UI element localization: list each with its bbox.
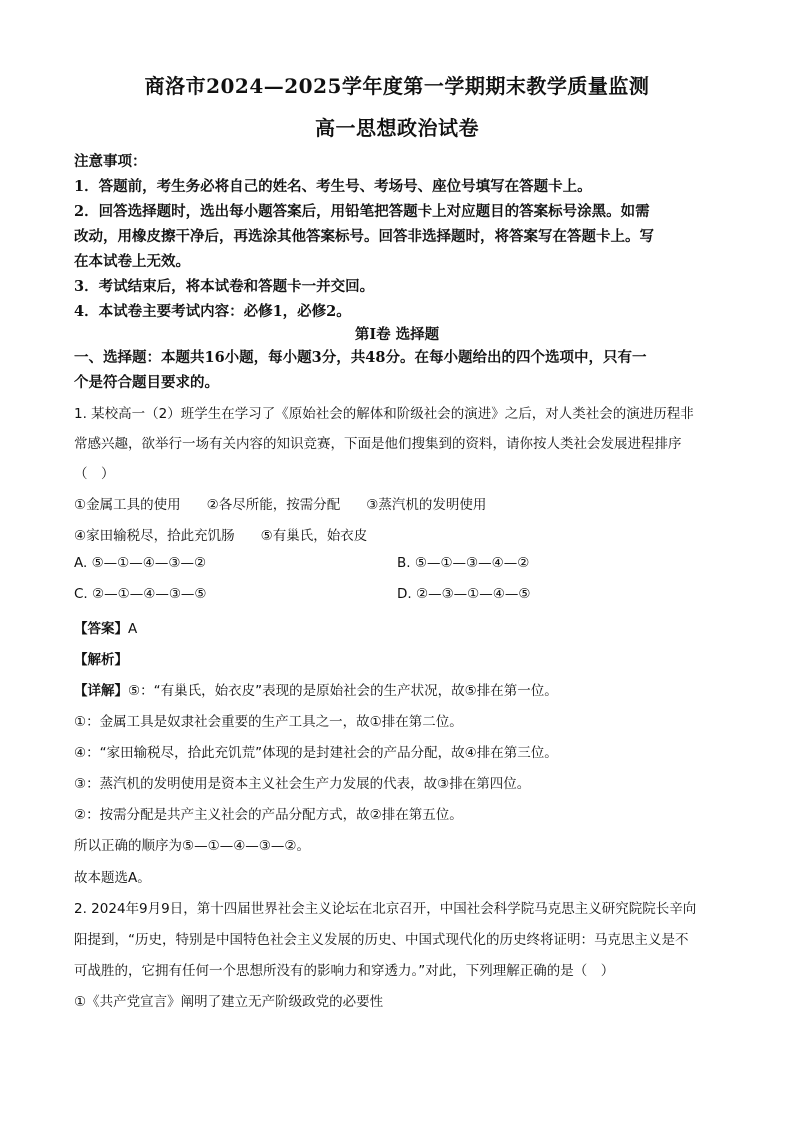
detail-line: ③：蒸汽机的发明使用是资本主义社会生产力发展的代表，故③排在第四位。 [74,776,531,792]
option-c: C. ②—①—④—③—⑤ [74,586,207,602]
note-line: 1．答题前，考生务必将自己的姓名、考生号、考场号、座位号填写在答题卡上。 [74,178,592,195]
note-line: 改动，用橡皮擦干净后，再选涂其他答案标号。回答非选择题时，将答案写在答题卡上。写 [74,228,654,245]
detail-line [74,679,558,699]
question-1-stem: 常感兴趣，欲举行一场有关内容的知识竞赛，下面是他们搜集到的资料，请你按人类社会发展进程排序 [74,436,682,452]
question-1-items-row [74,524,367,544]
detail-line: ②：按需分配是共产主义社会的产品分配方式，故②排在第五位。 [74,807,463,823]
exam-title: 商洛市2024—2025学年度第一学期期末教学质量监测 [144,74,650,98]
note-line: 4．本试卷主要考试内容：必修1，必修2。 [74,303,351,320]
detail-line: 故本题选A。 [74,870,151,886]
analysis-tag: 【解析】 [74,652,128,668]
option-d: D. ②—③—①—④—⑤ [397,586,531,602]
option-b: B. ⑤—①—③—④—② [397,555,530,571]
detail-line: 所以正确的顺序为⑤—①—④—③—②。 [74,838,311,854]
question-1-item: ②各尽所能，按需分配 [206,497,341,513]
question-2-item: ①《共产党宣言》阐明了建立无产阶级政党的必要性 [74,994,384,1010]
question-1-item: ⑤有巢氏，始衣皮 [260,528,368,544]
detail-line: ④：“家田输税尽，拾此充饥荒”体现的是封建社会的产品分配，故④排在第三位。 [74,745,558,761]
question-1-item: ③蒸汽机的发明使用 [366,497,487,513]
detail-line: ①：金属工具是奴隶社会重要的生产工具之一，故①排在第二位。 [74,714,463,730]
question-1-blank: （ ） [74,466,115,482]
question-1-item: ④家田输税尽，拾此充饥肠 [74,528,235,544]
option-a: A. ⑤—①—④—③—② [74,555,207,571]
note-line: 3．考试结束后，将本试卷和答题卡一并交回。 [74,278,375,295]
question-2-stem: 可战胜的，它拥有任何一个思想所没有的影响力和穿透力。”对此，下列理解正确的是（ ） [74,963,615,979]
question-1-item: ①金属工具的使用 [74,497,181,513]
section-instruction: 一、选择题：本题共16小题，每小题3分，共48分。在每小题给出的四个选项中，只有一 [74,349,647,366]
answer-tag: 【答案】 [74,621,128,637]
detail-text: ⑤：“有巢氏，始衣皮”表现的是原始社会的生产状况，故⑤排在第一位。 [128,683,558,699]
exam-subtitle: 高一思想政治试卷 [315,116,479,140]
question-2-stem: 阳提到，“历史，特别是中国特色社会主义发展的历史、中国式现代化的历史终将证明：马克思主义是不 [74,932,689,948]
note-line: 2．回答选择题时，选出每小题答案后，用铅笔把答题卡上对应题目的答案标号涂黑。如需 [74,203,650,220]
section-instruction: 个是符合题目要求的。 [74,374,219,391]
question-2-stem: 2. 2024年9月9日，第十四届世界社会主义论坛在北京召开，中国社会科学院马克思主义研究院院长辛向 [74,901,697,917]
detail-tag: 【详解】 [74,683,128,699]
section-title: 第Ⅰ卷 选择题 [354,326,440,343]
question-1-items-row [74,493,486,513]
answer-value: A [128,621,138,637]
answer-line [74,617,137,637]
notes-heading: 注意事项： [74,153,147,170]
note-line: 在本试卷上无效。 [74,253,190,270]
question-1-stem: 1. 某校高一（2）班学生在学习了《原始社会的解体和阶级社会的演进》之后，对人类社会的演进历程非 [74,406,694,422]
